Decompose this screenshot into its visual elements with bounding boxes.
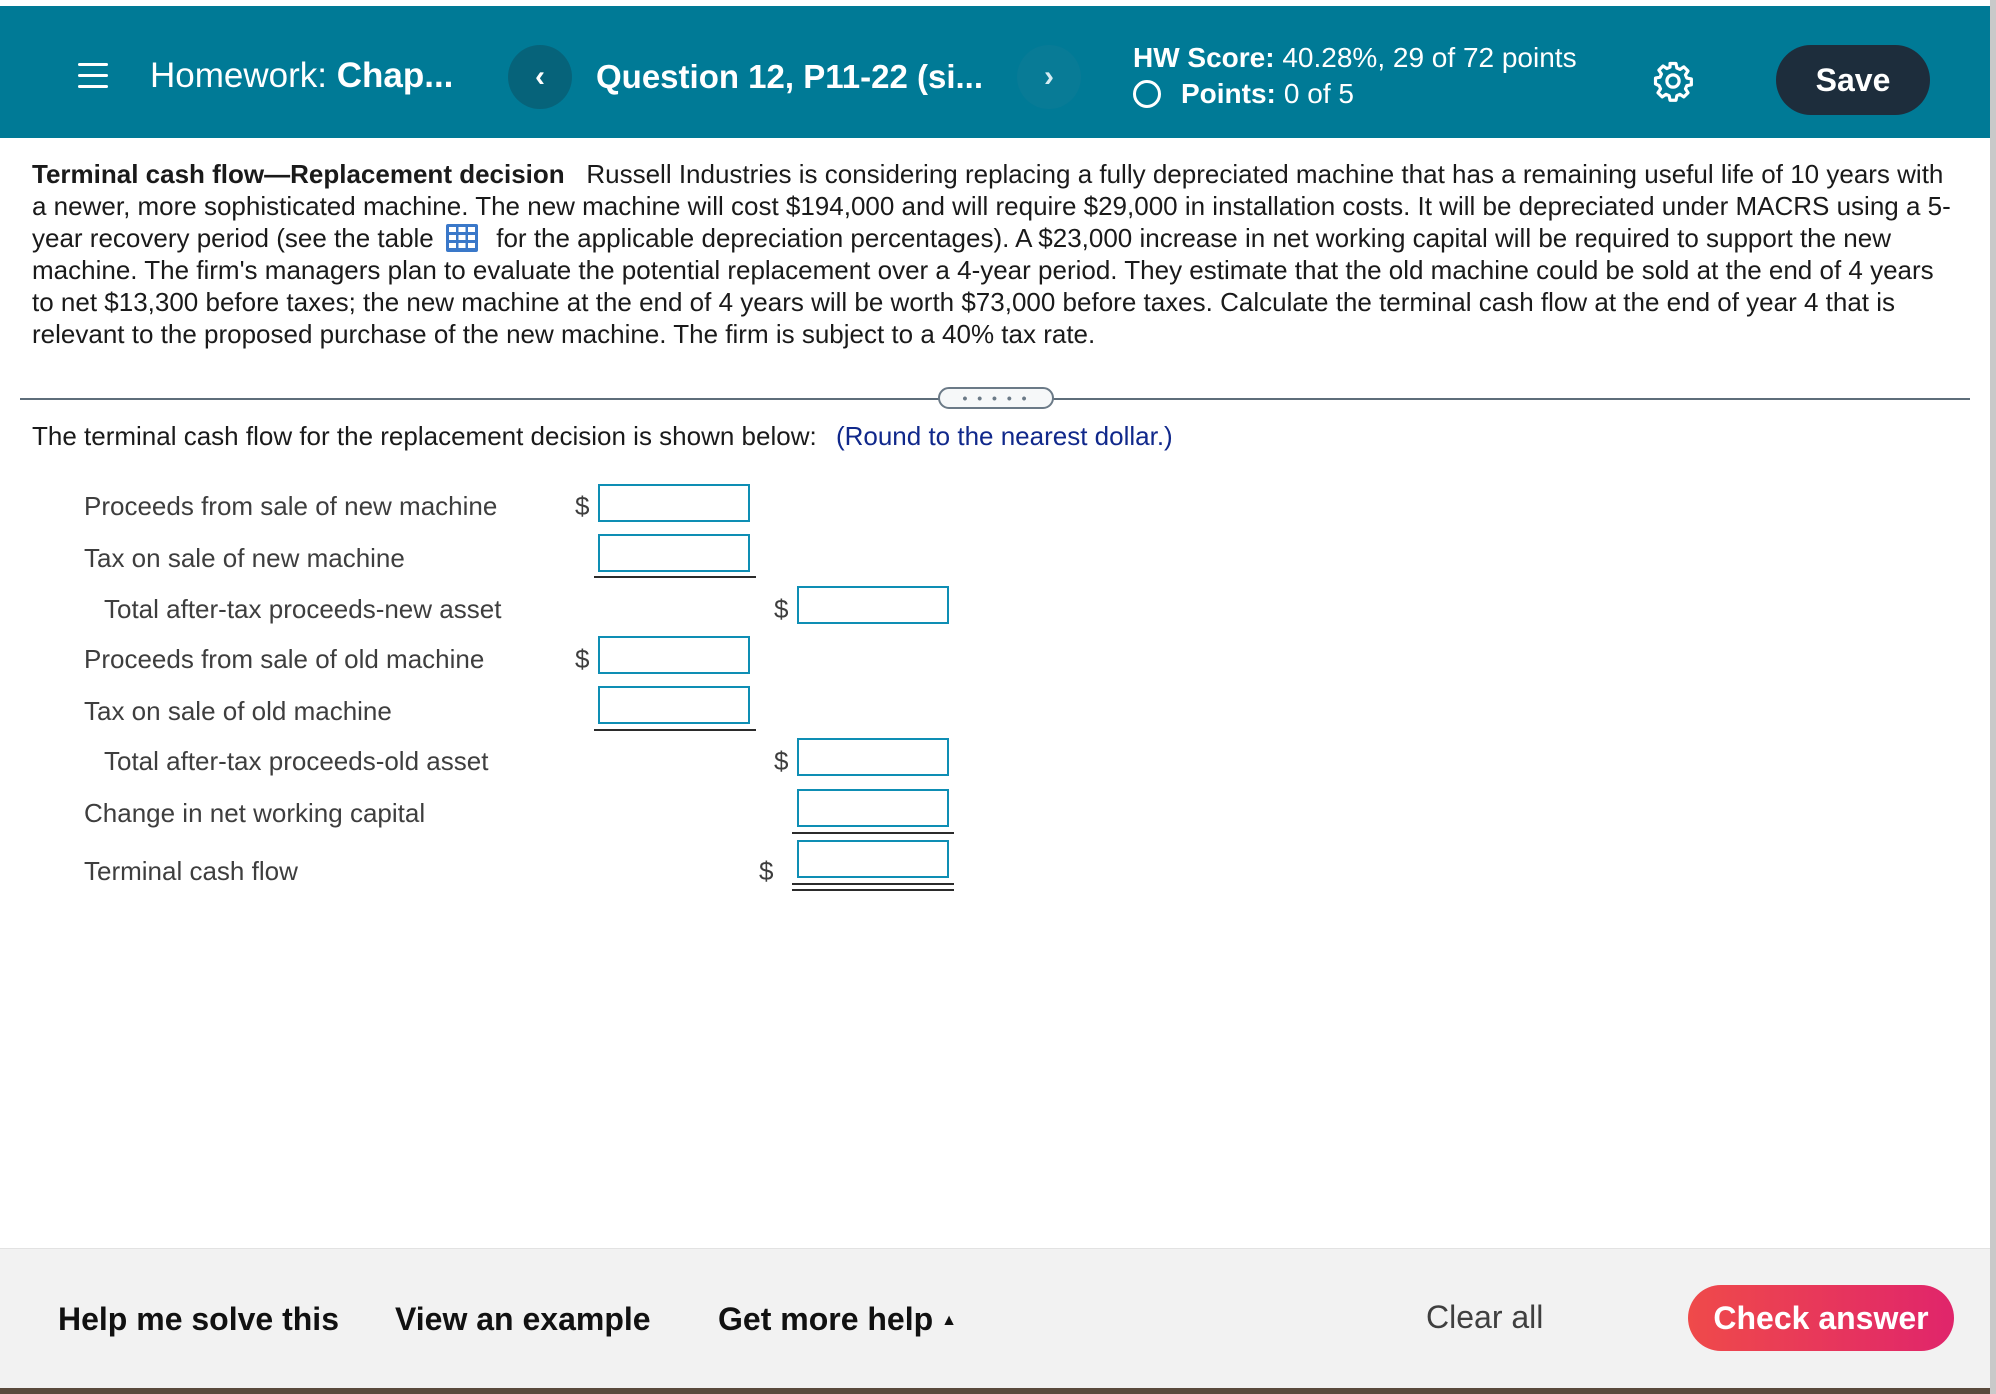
row-label-tax-old: Tax on sale of old machine <box>84 696 392 726</box>
caret-up-icon: ▲ <box>941 1312 957 1329</box>
homework-prefix: Homework: <box>150 56 327 95</box>
total-double-underline <box>792 883 954 885</box>
proceeds-old-machine-input[interactable] <box>598 636 750 674</box>
hw-score <box>1133 42 1577 74</box>
rounding-hint: (Round to the nearest dollar.) <box>835 421 1173 451</box>
row-label-nwc: Change in net working capital <box>84 798 426 828</box>
dollar-sign: $ <box>774 746 789 776</box>
save-button[interactable]: Save <box>1776 45 1930 115</box>
question-title[interactable]: Question 12, P11-22 (si... <box>596 58 983 95</box>
chevron-left-icon: ‹ <box>535 60 545 93</box>
get-more-help-label: Get more help <box>718 1301 934 1337</box>
problem-text-part2: for the applicable depreciation percentages). A $23,000 increase in net working capital will be required to support the new machine. The firm's managers plan to evaluate the potential replacement over a 4-year period. They estimate that the old machine could be sold at the end of 4 years to net $13,300 before taxes; the new machine at the end of 4 years will be worth $73,000 before taxes. Calculate the terminal cash flow at the end of year 4 that is relevant to the proposed purchase of the new machine. The firm is subject to a 40% tax rate. <box>32 223 1934 349</box>
help-me-solve-button[interactable]: Help me solve this <box>58 1301 339 1337</box>
hw-score-value: 40.28%, 29 of 72 points <box>1282 42 1577 73</box>
total-double-underline <box>792 889 954 891</box>
table-icon[interactable] <box>445 223 479 253</box>
menu-icon[interactable] <box>78 63 108 89</box>
progress-circle-icon <box>1133 80 1161 108</box>
dollar-sign: $ <box>759 856 774 886</box>
question-points <box>1133 78 1354 110</box>
problem-title: Terminal cash flow—Replacement decision <box>32 159 565 189</box>
subtotal-underline <box>594 576 756 578</box>
row-label-terminal: Terminal cash flow <box>84 856 298 886</box>
proceeds-new-machine-input[interactable] <box>598 484 750 522</box>
previous-question-button[interactable] <box>508 45 572 109</box>
instruction-text: The terminal cash flow for the replacement decision is shown below: <box>32 421 817 451</box>
next-question-button[interactable] <box>1017 45 1081 109</box>
problem-text-part1: Russell Industries is considering replacing a fully depreciated machine that has a remaining useful life of 10 years with a newer, more sophisticated machine. The new machine will cost $194,000 and will require $29,000 in installation costs. It will be depreciated under MACRS using a 5-year recovery period (see the table <box>32 159 1951 253</box>
total-after-tax-new-input[interactable] <box>797 586 949 624</box>
points-label: Points: <box>1181 78 1276 109</box>
subtotal-underline <box>594 729 756 731</box>
view-example-button[interactable]: View an example <box>395 1301 651 1337</box>
row-label-total-old: Total after-tax proceeds-old asset <box>104 746 489 776</box>
total-after-tax-old-input[interactable] <box>797 738 949 776</box>
change-nwc-input[interactable] <box>797 789 949 827</box>
footer-bar <box>0 1248 1990 1388</box>
clear-all-button[interactable]: Clear all <box>1426 1299 1544 1335</box>
problem-statement <box>32 158 1962 350</box>
homework-name: Chap... <box>336 56 454 95</box>
hw-score-label: HW Score: <box>1133 42 1275 73</box>
row-label-proceeds-new: Proceeds from sale of new machine <box>84 491 498 521</box>
chevron-right-icon: › <box>1044 60 1054 93</box>
gear-icon[interactable] <box>1652 60 1694 102</box>
window-bottom-edge <box>0 1388 1996 1394</box>
top-bar <box>0 6 1990 138</box>
terminal-cash-flow-input[interactable] <box>797 840 949 878</box>
dollar-sign: $ <box>575 644 590 674</box>
row-label-total-new: Total after-tax proceeds-new asset <box>104 594 502 624</box>
homework-title[interactable] <box>150 56 453 96</box>
row-label-tax-new: Tax on sale of new machine <box>84 543 405 573</box>
check-answer-button[interactable]: Check answer <box>1688 1285 1954 1351</box>
get-more-help-button[interactable] <box>718 1301 957 1338</box>
collapse-expander[interactable]: • • • • • <box>938 387 1054 409</box>
tax-old-machine-input[interactable] <box>598 686 750 724</box>
dollar-sign: $ <box>774 594 789 624</box>
row-label-proceeds-old: Proceeds from sale of old machine <box>84 644 485 674</box>
subtotal-underline <box>792 832 954 834</box>
tax-new-machine-input[interactable] <box>598 534 750 572</box>
window-right-edge <box>1990 0 1996 1394</box>
dollar-sign: $ <box>575 491 590 521</box>
points-value: 0 of 5 <box>1283 78 1354 109</box>
instruction <box>32 421 1173 452</box>
